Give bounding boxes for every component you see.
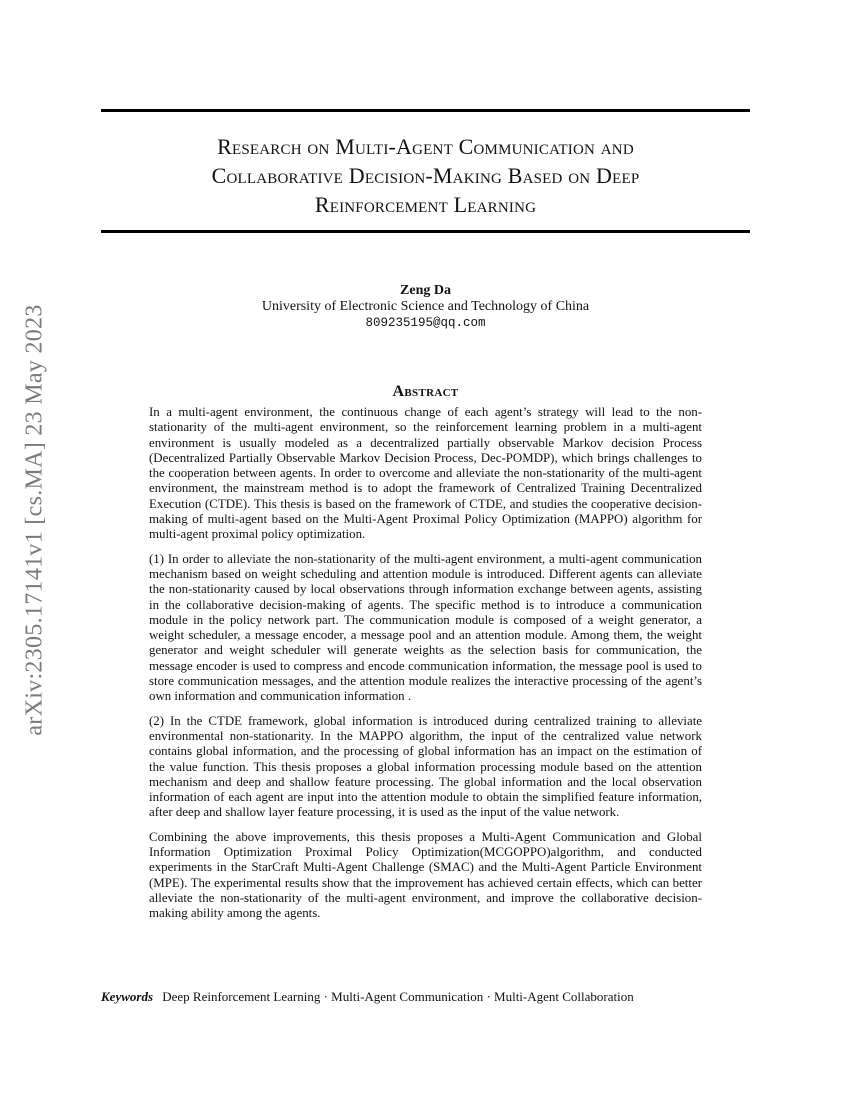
title-bottom-rule <box>101 230 750 233</box>
title-line-1: Research on Multi-Agent Communication and <box>217 134 634 159</box>
title-top-rule <box>101 109 750 112</box>
keywords-label: Keywords <box>101 989 153 1004</box>
abstract-paragraph-3: (2) In the CTDE framework, global information is introduced during centralized training to alleviate environmental non-stationarity. In the MAPPO algorithm, the input of the centralized value network contains global information, and the processing of global information has an impact on the estimation of the value function. This thesis proposes a global information processing module based on the attention mechanism and deep and shallow feature processing. The global information and the local observation information of each agent are input into the attention module to obtain the simplified feature information, after deep and shallow layer feature processing, it is used as the input of the value network. <box>149 713 702 820</box>
abstract-heading: Abstract <box>392 383 459 400</box>
keywords-line <box>101 989 761 1005</box>
author-name: Zeng Da <box>400 283 451 298</box>
author-block <box>101 283 750 331</box>
title-line-2: Collaborative Decision-Making Based on Deep <box>211 163 640 188</box>
arxiv-sidebar <box>10 260 60 780</box>
abstract-paragraph-1: In a multi-agent environment, the continuous change of each agent’s strategy will lead to the non-stationarity of the multi-agent environment, so the reinforcement learning problem in a multi-agent environment is usually modeled as a decentralized partially observable Markov decision Process (Decentralized Partially Observable Markov Decision Process, Dec-POMDP), which brings challenges to the cooperation between agents. In order to overcome and alleviate the non-stationarity of the multi-agent environment, the mainstream method is to adopt the framework of Centralized Training Decentralized Execution (CTDE). This thesis is based on the framework of CTDE, and studies the cooperative decision-making of multi-agent based on the Multi-Agent Proximal Policy Optimization (MAPPO) algorithm for multi-agent proximal policy optimization. <box>149 405 702 542</box>
paper-title <box>101 132 750 219</box>
author-email: 809235195@qq.com <box>365 316 486 330</box>
keywords-text: Deep Reinforcement Learning · Multi-Agent Communication · Multi-Agent Collaboration <box>162 989 634 1004</box>
abstract-body <box>149 405 702 931</box>
arxiv-identifier: arXiv:2305.17141v1 [cs.MA] 23 May 2023 <box>21 304 48 736</box>
abstract-paragraph-2: (1) In order to alleviate the non-stationarity of the multi-agent environment, a multi-agent communication mechanism based on weight scheduling and attention module is introduced. Different agents can alleviate the non-stationarity caused by local observations through information exchange between agents, assisting in the collaborative decision-making of agents. The specific method is to introduce a communication module in the policy network part. The communication module is composed of a weight generator, a weight scheduler, a message encoder, a message pool and an attention module. Among them, the weight generator and weight scheduler will generate weights as the selection basis for communication, the message encoder is used to compress and encode communication information, the message pool is used to store communication messages, and the attention module realizes the interactive processing of the agent’s own information and communication information . <box>149 551 702 704</box>
author-affiliation: University of Electronic Science and Technology of China <box>261 299 590 314</box>
abstract-paragraph-4: Combining the above improvements, this thesis proposes a Multi-Agent Communication and Global Information Optimization Proximal Policy Optimization(MCGOPPO)algorithm, and conducted experiments in the StarCraft Multi-Agent Challenge (SMAC) and the Multi-Agent Particle Environment (MPE). The experimental results show that the improvement has achieved certain effects, which can better alleviate the non-stationarity of the multi-agent environment, and improve the collaborative decision-making ability among the agents. <box>149 829 702 921</box>
title-line-3: Reinforcement Learning <box>314 192 537 217</box>
